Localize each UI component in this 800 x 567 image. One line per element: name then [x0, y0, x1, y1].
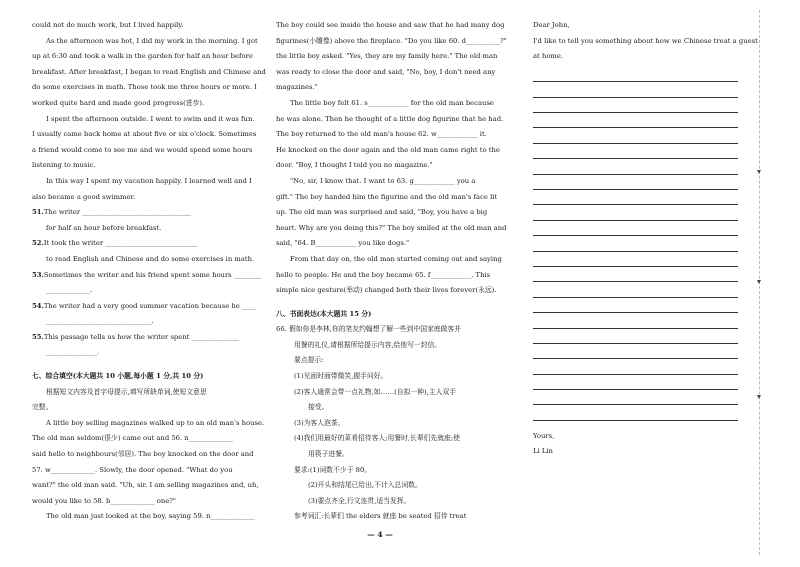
writing-line[interactable]	[533, 146, 738, 160]
question-text: The writer had a very good summer vacation because he	[43, 301, 242, 310]
cloze-line: want?" the old man said. "Uh, sir. I am selling magazines and, uh,	[32, 481, 259, 490]
question-continuation: _______________________________.	[46, 317, 154, 326]
passage-line: a friend would come to see me and we would spend some hours	[32, 145, 253, 154]
writing-prompt-line: 要求:(1)词数不少于 80。	[294, 465, 372, 474]
cloze-line: was ready to close the door and said, "No, boy, I don't need any	[276, 67, 496, 76]
writing-prompt-line: 要点提示:	[294, 356, 324, 365]
question-text: Sometimes the writer and his friend spent some hours	[43, 270, 234, 279]
question-53	[32, 268, 262, 284]
passage-line: I usually came back home at about five or six o'clock. Sometimes	[32, 130, 257, 139]
writing-line[interactable]	[533, 300, 738, 314]
cloze-line: he was alone. Then he thought of a little dog figurine that he had.	[276, 114, 504, 123]
question-55	[32, 330, 252, 346]
writing-line[interactable]	[533, 253, 738, 267]
writing-prompt-line: (2)开头和结尾已给出,不计入总词数。	[308, 481, 422, 490]
cloze-line: would you like to 58. b_____________ one?"	[32, 496, 176, 505]
writing-line[interactable]	[533, 84, 738, 98]
question-number: 52.	[32, 239, 44, 248]
writing-prompt-line: 接受。	[308, 403, 329, 412]
writing-line[interactable]	[533, 330, 738, 344]
letter-signature: Li Lin	[533, 447, 553, 456]
section-heading: 七、综合填空(本大题共 10 小题,每小题 1 分,共 10 分)	[32, 372, 204, 381]
cloze-line: the little boy asked. "Yes, they are my family here." The old man	[276, 52, 498, 61]
writing-line[interactable]	[533, 238, 738, 252]
writing-prompt-line: (2)客人通常会带一点礼物,如……(自拟一种),主人双手	[294, 387, 456, 396]
section-heading: 八、书面表达(本大题共 15 分)	[276, 309, 372, 318]
question-continuation: for half an hour before breakfast.	[46, 223, 162, 232]
cloze-line: From that day on, the old man started coming out and saying	[290, 254, 502, 263]
writing-line[interactable]	[533, 177, 738, 191]
passage-line: worked quite hard and made good progress(进步).	[32, 98, 205, 107]
cloze-line: "No, sir, I know that. I want to 63. g____________ you a	[290, 176, 476, 185]
passage-line: I spent the afternoon outside. I went to swim and it was fun.	[46, 114, 255, 123]
question-continuation: _____________.	[46, 286, 93, 295]
spacer	[276, 299, 498, 307]
writing-line[interactable]	[533, 69, 738, 83]
writing-prompt-line: (3)为客人泡茶。	[294, 418, 345, 427]
binding-mark	[757, 395, 761, 399]
writing-line[interactable]	[533, 115, 738, 129]
cloze-line: He knocked on the door again and the old man came right to the	[276, 145, 500, 154]
writing-line[interactable]	[533, 100, 738, 114]
right-column	[533, 18, 758, 460]
cloze-line: The boy could see inside the house and saw that he had many dog	[276, 21, 505, 29]
writing-line[interactable]	[533, 192, 738, 206]
cloze-line: The old man seldom(很少) came out and 56. n_____________	[32, 434, 233, 443]
binding-mark	[757, 280, 761, 284]
question-number: 55.	[32, 332, 44, 341]
letter-opening: I'd like to tell you something about how we Chinese treat a guest	[533, 36, 758, 45]
writing-prompt-line: 用筷子进餐。	[308, 450, 349, 459]
question-54	[32, 299, 256, 315]
writing-line[interactable]	[533, 377, 738, 391]
passage-line: listening to music.	[32, 161, 96, 170]
section-instructions: 完整。	[32, 403, 53, 412]
writing-line[interactable]	[533, 269, 738, 283]
writing-line[interactable]	[533, 223, 738, 237]
question-text: The writer	[43, 208, 83, 217]
section-instructions: 根据短文内容及首字母提示,填写所缺单词,使短文意思	[46, 387, 207, 396]
writing-prompt-line: 用餐的礼仪,请根据所给提示内容,给他写一封信。	[294, 340, 442, 349]
cloze-line: up. The old man was surprised and said, "Boy, you have a big	[276, 208, 488, 217]
writing-line[interactable]	[533, 315, 738, 329]
cloze-line: A little boy selling magazines walked up to an old man's house.	[46, 418, 265, 427]
question-52	[32, 236, 252, 252]
passage-line: In this way I spent my vacation happily. I learned well and I	[46, 176, 252, 185]
writing-prompt-line: (4)我们用最好的菜肴招待客人;用餐时,长辈们先就座;使	[294, 434, 460, 443]
cloze-line: heart. Why are you doing this?" The boy smiled at the old man and	[276, 223, 507, 232]
letter-closing: Yours,	[533, 431, 555, 440]
question-51	[32, 205, 252, 221]
writing-line[interactable]	[533, 392, 738, 406]
question-number: 54.	[32, 301, 44, 310]
writing-line[interactable]	[533, 130, 738, 144]
writing-line[interactable]	[533, 407, 738, 421]
cloze-line: The little boy felt 61. s____________ for the old man because	[290, 98, 494, 107]
passage-line: up at 6:30 and took a walk in the garden for half an hour before	[32, 52, 253, 61]
writing-line[interactable]	[533, 284, 738, 298]
middle-column	[276, 18, 507, 525]
writing-line[interactable]	[533, 346, 738, 360]
passage-line: could not do much work, but I lived happily.	[32, 21, 184, 29]
cloze-line: magazines."	[276, 83, 318, 92]
writing-prompt-line: (1)见面时面带微笑,握手问好。	[294, 372, 388, 381]
question-text: It took the writer	[43, 239, 106, 248]
passage-line: also became a good swimmer.	[32, 192, 136, 201]
cloze-line: hello to people. He and the boy became 65. f____________. This	[276, 270, 491, 279]
answer-blank[interactable]: ____	[241, 301, 256, 310]
cloze-line: said hello to neighbours(邻居). The boy knocked on the door and	[32, 450, 254, 459]
cloze-line: door. "Boy, I thought I told you no magazine."	[276, 161, 433, 170]
question-number: 51.	[32, 208, 44, 217]
writing-line[interactable]	[533, 161, 738, 175]
letter-salutation: Dear John,	[533, 21, 570, 29]
answer-blank[interactable]: ___________________________	[105, 239, 198, 248]
writing-prompt-line: (3)要点齐全,行文连贯,适当发挥。	[308, 496, 411, 505]
question-continuation: _______________.	[46, 348, 100, 357]
question-continuation: to read English and Chinese and do some exercises in math.	[46, 254, 255, 263]
writing-line[interactable]	[533, 207, 738, 221]
answer-blank[interactable]: ______________	[191, 332, 240, 341]
cloze-line: 57. w_____________. Slowly, the door opened. "What do you	[32, 465, 233, 474]
writing-prompt-line: 66. 假如你是李林,你的笔友约翰想了解一些到中国家庭做客并	[276, 325, 462, 334]
question-text: This passage tells us how the writer spent	[43, 332, 192, 341]
writing-prompt-line: 参考词汇:长辈们 the elders 就座 be seated 招待 treat	[294, 512, 467, 521]
question-number: 53.	[32, 270, 44, 279]
cloze-line: said, "64. B____________ you like dogs."	[276, 239, 410, 248]
cloze-line: The boy returned to the old man's house 62. w____________ it.	[276, 130, 487, 139]
cloze-line: figurines(小雕像) above the fireplace. "Do you like 60. d__________?"	[276, 36, 507, 45]
letter-opening: at home.	[533, 52, 564, 61]
passage-line: do some exercises in math. Those took me three hours or more. I	[32, 83, 257, 92]
passage-line: breakfast. After breakfast, I began to read English and Chinese and	[32, 67, 266, 76]
cloze-line: simple nice gesture(举动) changed both their lives forever(永远).	[276, 286, 497, 295]
writing-line[interactable]	[533, 361, 738, 375]
spacer	[32, 361, 252, 369]
writing-area[interactable]	[533, 69, 738, 421]
page-number: — 4 —	[367, 530, 393, 539]
left-column	[32, 18, 266, 525]
answer-blank[interactable]: ________	[233, 270, 262, 279]
answer-blank[interactable]: ________________________________	[82, 208, 192, 217]
cloze-line: The old man just looked at the boy, saying 59. n_____________	[46, 512, 255, 521]
passage-line: As the afternoon was hot, I did my work in the morning. I got	[46, 36, 258, 45]
binding-mark	[757, 170, 761, 174]
cloze-line: gift." The boy handed him the figurine and the old man's face lit	[276, 192, 498, 201]
